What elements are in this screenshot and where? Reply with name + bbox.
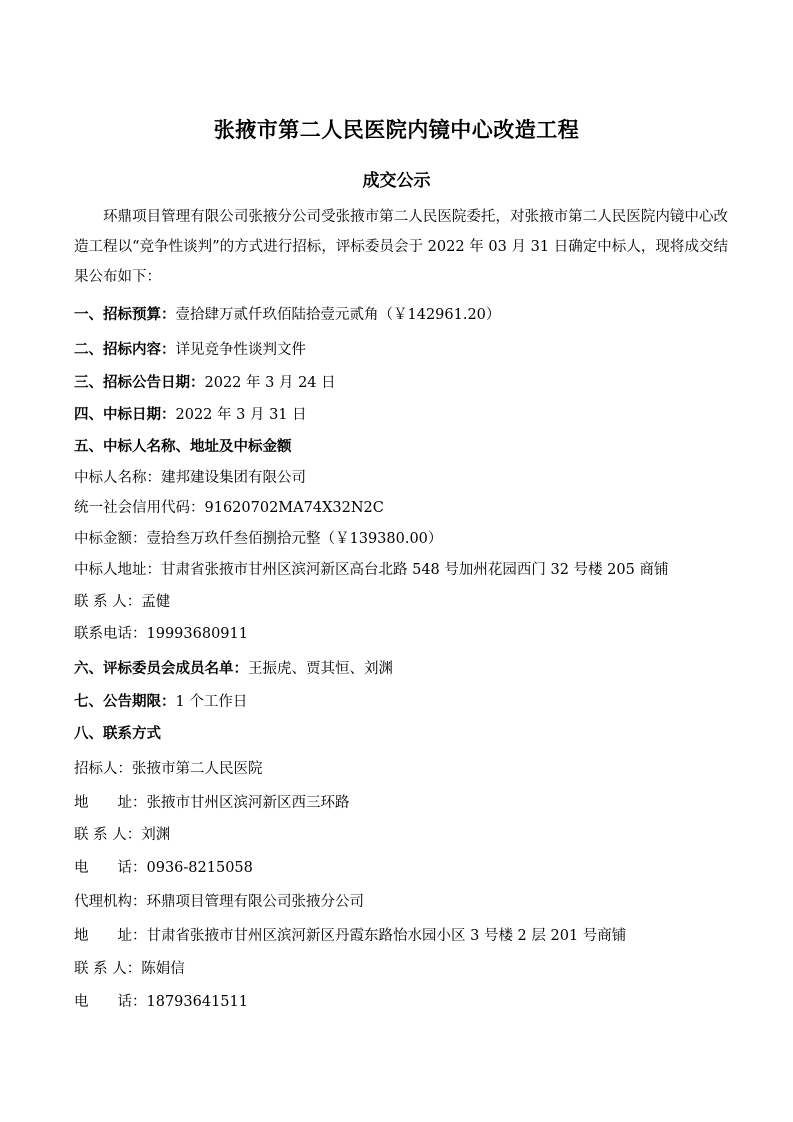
announce-date-value: 2022 年 3 月 24 日 bbox=[204, 375, 336, 391]
winner-contact: 联 系 人：孟健 bbox=[74, 594, 171, 610]
period-value: 1 个工作日 bbox=[175, 694, 248, 710]
winner-phone: 联系电话：19993680911 bbox=[74, 626, 248, 642]
announce-date-label: 三、招标公告日期： bbox=[74, 375, 205, 391]
budget-line bbox=[74, 303, 734, 324]
award-date-line bbox=[74, 403, 734, 424]
announce-date-line bbox=[74, 371, 734, 392]
budget-label: 一、招标预算： bbox=[74, 307, 176, 323]
winner-name: 中标人名称：建邦建设集团有限公司 bbox=[74, 470, 306, 486]
contact-heading: 八、联系方式 bbox=[74, 726, 161, 742]
tenderer-phone: 电 话：0936-8215058 bbox=[74, 860, 253, 876]
document-title: 张掖市第二人民医院内镜中心改造工程 bbox=[213, 118, 580, 142]
period-line bbox=[74, 690, 734, 711]
agency-phone: 电 话：18793641511 bbox=[74, 994, 248, 1010]
intro-paragraph: 环鼎项目管理有限公司张掖分公司受张掖市第二人民医院委托，对张掖市第二人民医院内镜中心改造工程以“竞争性谈判”的方式进行招标，评标委员会于 2022 年 03 月 31 日确定中标人，现将成交结果公布如下： bbox=[74, 209, 728, 285]
agency-contact: 联 系 人：陈娟信 bbox=[74, 961, 185, 977]
agency-name: 代理机构：环鼎项目管理有限公司张掖分公司 bbox=[74, 894, 364, 910]
content-label: 二、招标内容： bbox=[74, 342, 176, 358]
winner-credit-code: 统一社会信用代码：91620702MA74X32N2C bbox=[74, 500, 384, 516]
committee-value: 王振虎、贾其恒、刘渊 bbox=[248, 661, 393, 677]
winner-heading: 五、中标人名称、地址及中标金额 bbox=[74, 439, 292, 455]
committee-line bbox=[74, 657, 734, 678]
winner-amount: 中标金额：壹拾叁万玖仟叁佰捌拾元整（￥139380.00） bbox=[74, 531, 443, 547]
content-line bbox=[74, 338, 734, 359]
document-subtitle: 成交公示 bbox=[362, 171, 431, 191]
award-date-value: 2022 年 3 月 31 日 bbox=[175, 407, 307, 423]
tenderer-name: 招标人：张掖市第二人民医院 bbox=[74, 761, 263, 777]
budget-value: 壹拾肆万贰仟玖佰陆拾壹元贰角（￥142961.20） bbox=[175, 307, 501, 323]
committee-label: 六、评标委员会成员名单： bbox=[74, 661, 248, 677]
award-date-label: 四、中标日期： bbox=[74, 407, 176, 423]
agency-address: 地 址：甘肃省张掖市甘州区滨河新区丹霞东路怡水园小区 3 号楼 2 层 201 号商铺 bbox=[74, 928, 627, 944]
content-value: 详见竞争性谈判文件 bbox=[175, 342, 306, 358]
period-label: 七、公告期限： bbox=[74, 694, 176, 710]
tenderer-contact: 联 系 人：刘渊 bbox=[74, 827, 171, 843]
winner-address: 中标人地址：甘肃省张掖市甘州区滨河新区高台北路 548 号加州花园西门 32 号楼 205 商铺 bbox=[74, 562, 669, 578]
tenderer-address: 地 址：张掖市甘州区滨河新区西三环路 bbox=[74, 795, 350, 811]
